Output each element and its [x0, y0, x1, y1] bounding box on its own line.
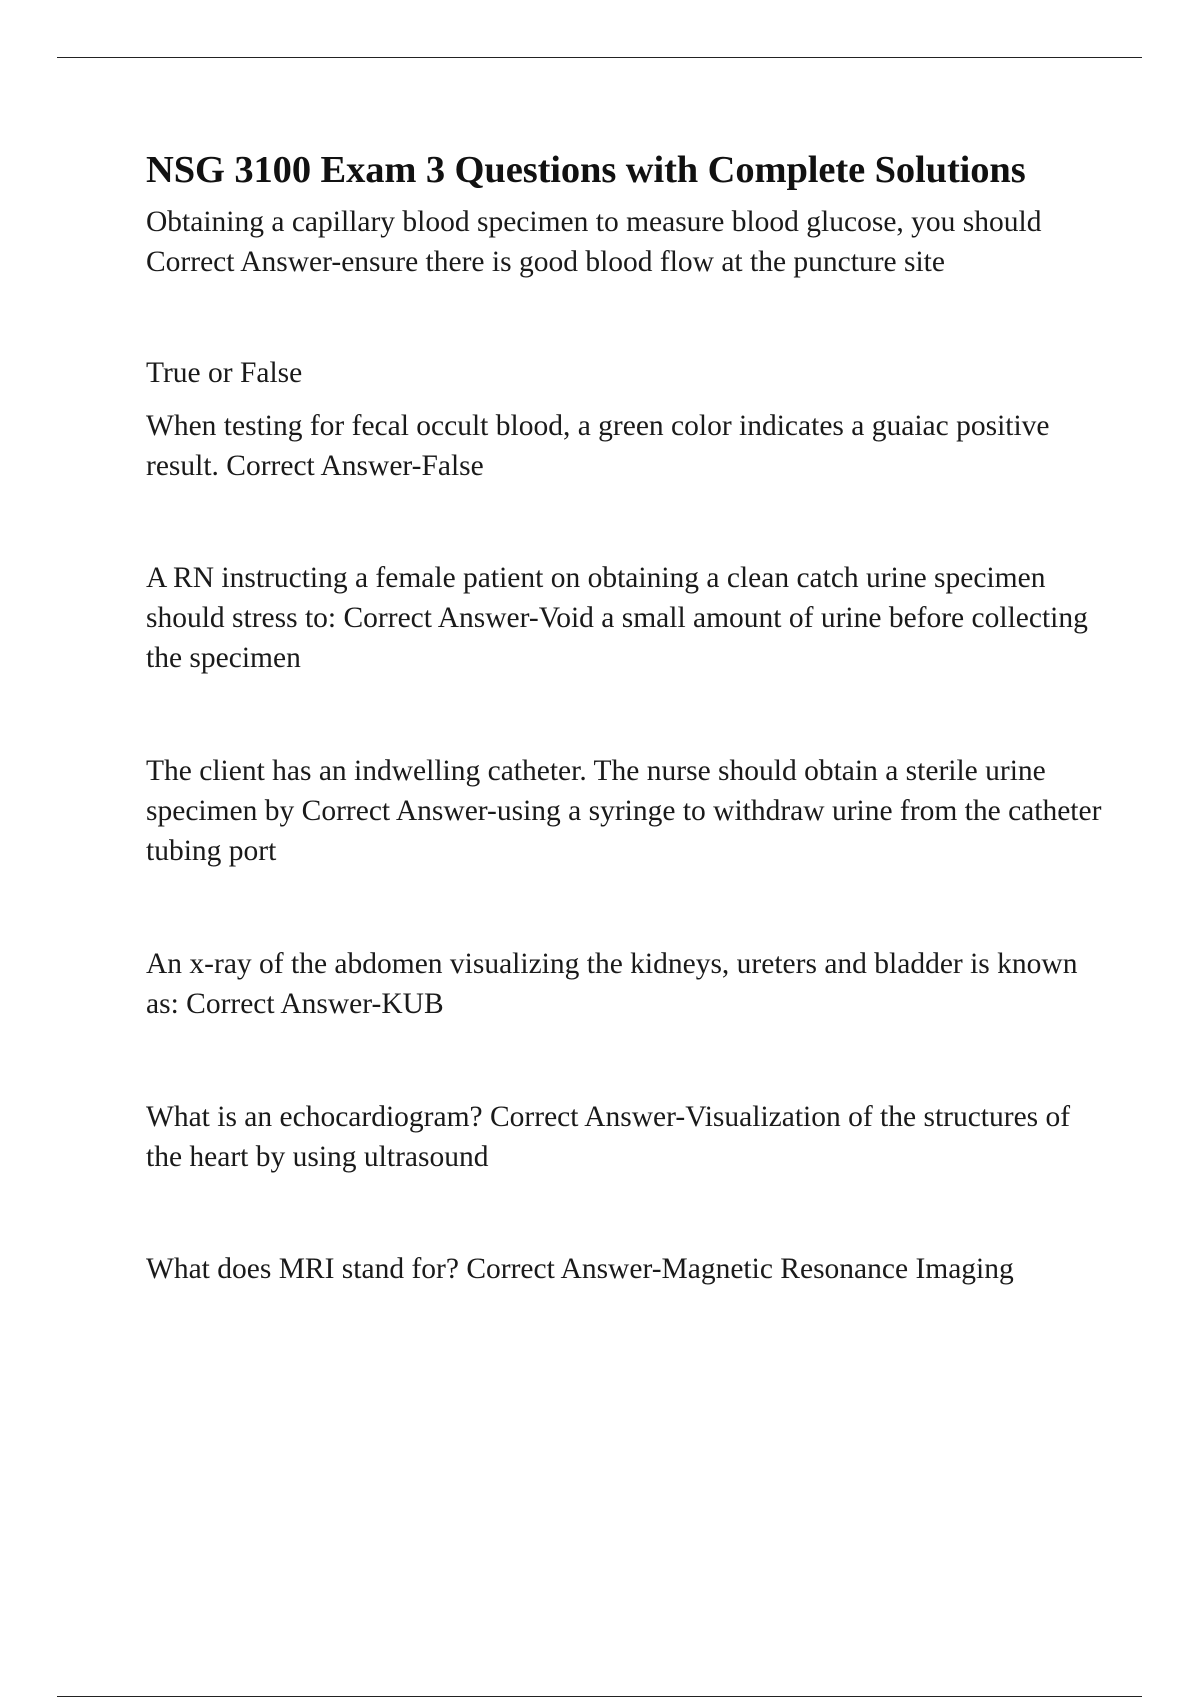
header-rule	[57, 57, 1142, 58]
question-mri: What does MRI stand for? Correct Answer-Magnetic Resonance Imaging	[146, 1253, 1014, 1285]
question-kub-xray: An x-ray of the abdomen visualizing the kidneys, ureters and bladder is known as: Correct Answer-KUB	[146, 948, 1078, 1020]
document-body	[146, 146, 1106, 1289]
question-indwelling-catheter: The client has an indwelling catheter. The nurse should obtain a sterile urine specimen by Correct Answer-using a syringe to withdraw urine from the catheter tubing port	[146, 755, 1102, 867]
question-clean-catch-urine: A RN instructing a female patient on obtaining a clean catch urine specimen should stress to: Correct Answer-Void a small amount of urine before collecting the specimen	[146, 562, 1088, 674]
question-echocardiogram: What is an echocardiogram? Correct Answer-Visualization of the structures of the heart by using ultrasound	[146, 1101, 1071, 1173]
question-capillary-blood: Obtaining a capillary blood specimen to measure blood glucose, you should Correct Answer-ensure there is good blood flow at the puncture site	[146, 206, 1042, 278]
document-title: NSG 3100 Exam 3 Questions with Complete Solutions	[146, 149, 1026, 191]
footer-rule	[57, 1696, 1142, 1697]
question-fecal-occult-blood: When testing for fecal occult blood, a green color indicates a guaiac positive result. Correct Answer-False	[146, 410, 1050, 482]
section-label-true-false: True or False	[146, 357, 303, 389]
